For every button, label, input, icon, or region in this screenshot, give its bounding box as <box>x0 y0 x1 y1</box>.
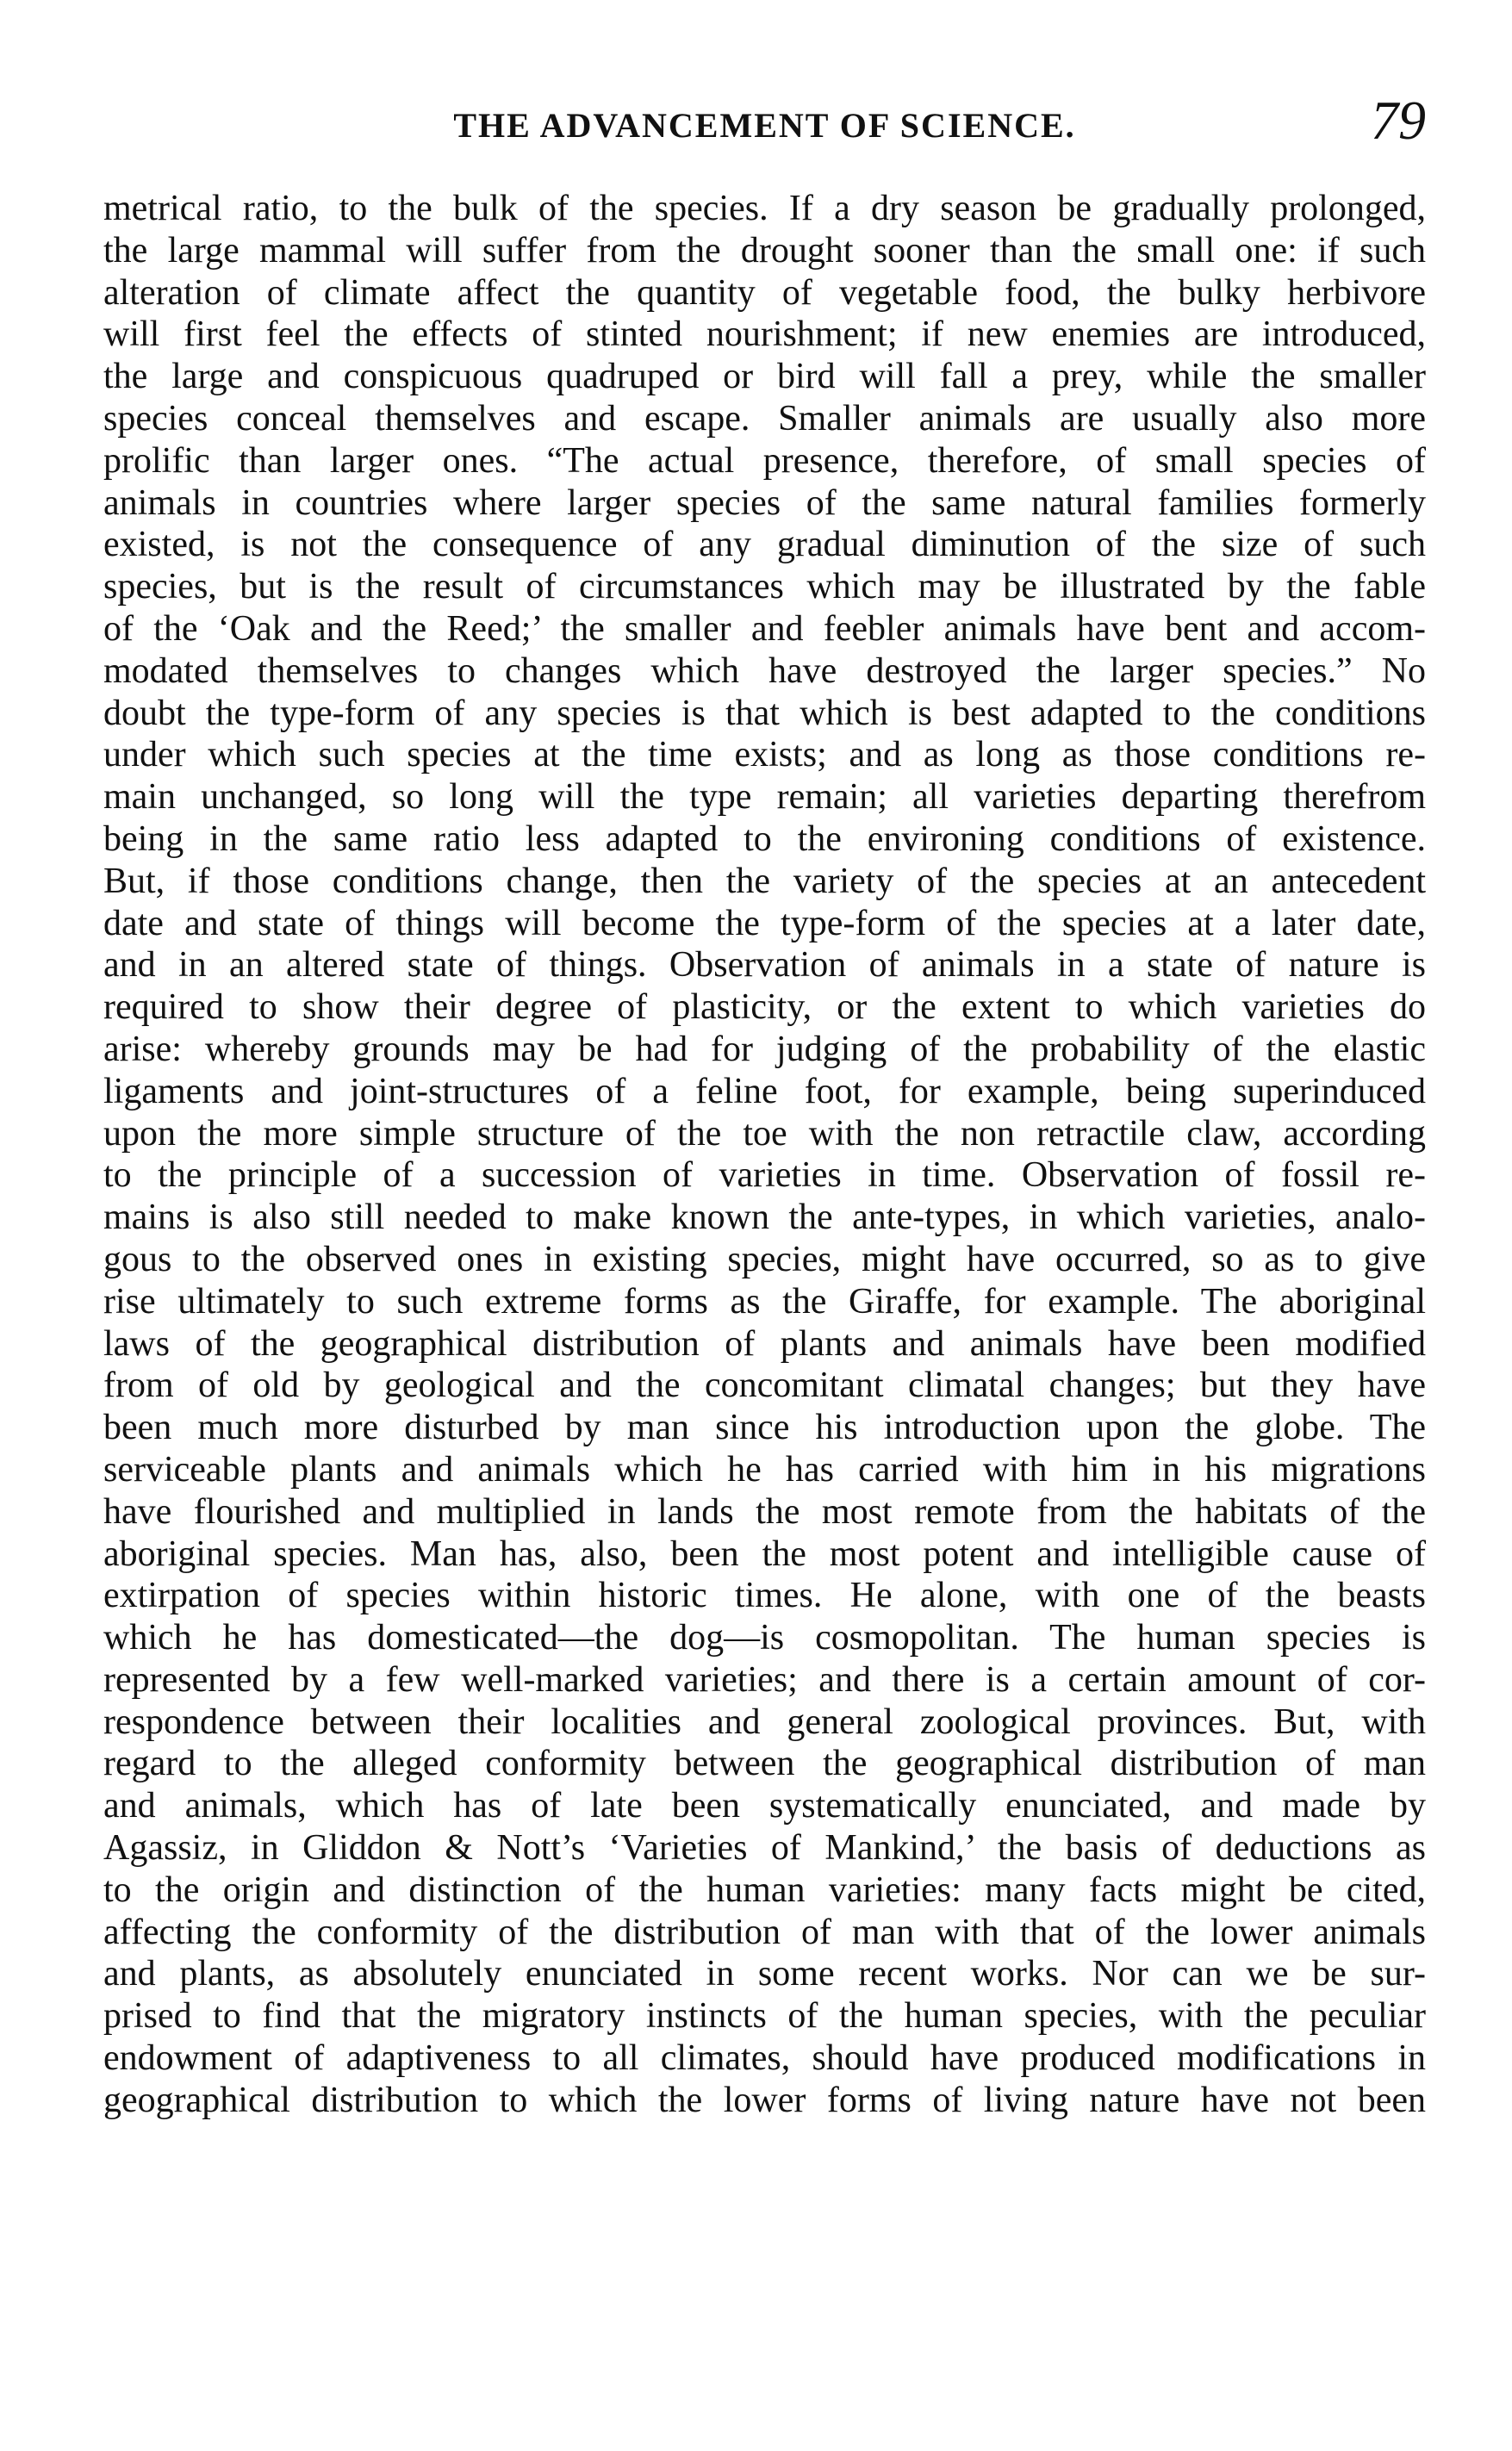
text-line: prised to find that the migratory instincts of the human species, with the peculiar <box>103 1996 1426 2037</box>
text-line: laws of the geographical distribution of plants and animals have been modified <box>103 1323 1426 1364</box>
running-title: THE ADVANCEMENT OF SCIENCE. <box>453 106 1076 145</box>
text-line: rise ultimately to such extreme forms as the Giraffe, for example. The aboriginal <box>103 1281 1426 1322</box>
text-line: doubt the type-form of any species is that which is best adapted to the conditions <box>103 693 1426 733</box>
text-line: animals in countries where larger species of the same natural families formerly <box>103 482 1426 523</box>
text-line: the large mammal will suffer from the drought sooner than the small one: if such <box>103 230 1426 271</box>
text-line: metrical ratio, to the bulk of the species. If a dry season be gradually prolonged, <box>103 189 1426 228</box>
text-line: to the origin and distinction of the human varieties: many facts might be cited, <box>103 1869 1426 1910</box>
text-line: gous to the observed ones in existing species, might have occurred, so as to give <box>103 1239 1426 1279</box>
text-line: regard to the alleged conformity between the geographical distribution of man <box>103 1744 1426 1784</box>
body-paragraph <box>103 188 1426 2411</box>
text-line: from of old by geological and the concomitant climatal changes; but they have <box>103 1365 1426 1406</box>
text-line: existed, is not the consequence of any gradual diminution of the size of such <box>103 525 1426 565</box>
text-line: date and state of things will become the type-form of the species at a later date, <box>103 903 1426 943</box>
text-line: which he has domesticated—the dog—is cosmopolitan. The human species is <box>103 1618 1426 1658</box>
text-line: geographical distribution to which the lower forms of living nature have not been <box>103 2080 1426 2120</box>
text-line: modated themselves to changes which have destroyed the larger species.” No <box>103 650 1426 691</box>
text-line: will first feel the effects of stinted nourishment; if new enemies are introduced, <box>103 314 1426 355</box>
text-line: species, but is the result of circumstances which may be illustrated by the fable <box>103 567 1426 607</box>
text-line: to the principle of a succession of varieties in time. Observation of fossil re- <box>103 1155 1426 1196</box>
text-line: prolific than larger ones. “The actual presence, therefore, of small species of <box>103 440 1426 481</box>
page-number: 79 <box>1371 90 1426 151</box>
text-line: But, if those conditions change, then the variety of the species at an antecedent <box>103 861 1426 901</box>
text-line: extirpation of species within historic times. He alone, with one of the beasts <box>103 1576 1426 1616</box>
text-line: serviceable plants and animals which he has carried with him in his migrations <box>103 1449 1426 1490</box>
text-line: alteration of climate affect the quantity of vegetable food, the bulky herbivore <box>103 272 1426 313</box>
text-line: have flourished and multiplied in lands the most remote from the habitats of the <box>103 1491 1426 1532</box>
text-line: ligaments and joint-structures of a feline foot, for example, being superinduced <box>103 1071 1426 1111</box>
text-line: and in an altered state of things. Observation of animals in a state of nature is <box>103 945 1426 986</box>
text-line: represented by a few well-marked varieties; and there is a certain amount of cor- <box>103 1659 1426 1700</box>
text-line: and animals, which has of late been systematically enunciated, and made by <box>103 1786 1426 1826</box>
text-line: the large and conspicuous quadruped or bird will fall a prey, while the smaller <box>103 357 1426 397</box>
text-line: respondence between their localities and general zoological provinces. But, with <box>103 1701 1426 1742</box>
text-line: upon the more simple structure of the toe with the non retractile claw, according <box>103 1113 1426 1154</box>
text-line: been much more disturbed by man since his introduction upon the globe. The <box>103 1408 1426 1448</box>
page-header <box>103 90 1426 162</box>
text-line: aboriginal species. Man has, also, been the most potent and intelligible cause of <box>103 1533 1426 1574</box>
text-line: affecting the conformity of the distribution of man with that of the lower animals <box>103 1912 1426 1952</box>
text-line: endowment of adaptiveness to all climates, should have produced modifications in <box>103 2038 1426 2079</box>
text-line: required to show their degree of plasticity, or the extent to which varieties do <box>103 987 1426 1028</box>
text-line: under which such species at the time exists; and as long as those conditions re- <box>103 735 1426 775</box>
text-line: Agassiz, in Gliddon & Nott’s ‘Varieties of Mankind,’ the basis of deductions as <box>103 1828 1426 1869</box>
text-line: mains is also still needed to make known the ante-types, in which varieties, analo- <box>103 1198 1426 1238</box>
text-line: species conceal themselves and escape. Smaller animals are usually also more <box>103 398 1426 439</box>
text-line: of the ‘Oak and the Reed;’ the smaller and feebler animals have bent and accom- <box>103 608 1426 649</box>
text-line: main unchanged, so long will the type remain; all varieties departing therefrom <box>103 777 1426 818</box>
text-line: arise: whereby grounds may be had for judging of the probability of the elastic <box>103 1029 1426 1069</box>
text-line: and plants, as absolutely enunciated in some recent works. Nor can we be sur- <box>103 1954 1426 1994</box>
text-line: being in the same ratio less adapted to the environing conditions of existence. <box>103 818 1426 859</box>
